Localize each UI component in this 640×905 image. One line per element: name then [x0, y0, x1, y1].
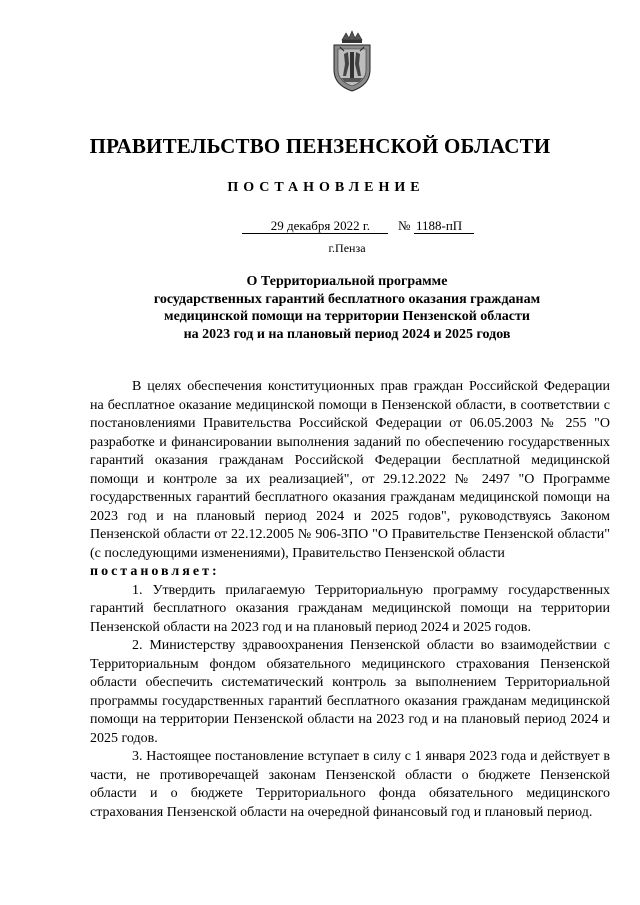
document-type: ПОСТАНОВЛЕНИЕ — [227, 180, 425, 195]
document-body — [90, 378, 610, 822]
number-label: № — [398, 218, 411, 233]
item-paragraph: 1. Утвердить прилагаемую Территориальную программу государственных гарантий бесплатного оказания гражданам медицинской помощи на территории Пензенской области на 2023 год и на плановый период 2024 и 2025 годов. — [90, 582, 610, 635]
heading-line: государственных гарантий бесплатного оказания гражданам — [153, 291, 541, 307]
heading-line: на 2023 год и на плановый период 2024 и 2025 годов — [183, 326, 511, 342]
decree-word: постановляет: — [90, 564, 220, 579]
preamble-paragraph: В целях обеспечения конституционных прав граждан Российской Федерации на бесплатное оказание медицинской помощи в Пензенской области, в соответствии с постановлениями Правительства Российской Федерации от 06.05.2003 № 255 "О разработке и финансировании выполнения заданий по обеспечению государственных гарантий оказания гражданам Российской Федерации бесплатной медицинской помощи и контроле за их реализацией", от 29.12.2022 № 2497 "О Программе государственных гарантий бесплатного оказания гражданам медицинской помощи на 2023 год и на плановый период 2024 и 2025 годов", руководствуясь Законом Пензенской области от 22.12.2005 № 906-ЗПО "О Правительстве Пензенской области" (с последующими изменениями), Правительство Пензенской области — [90, 379, 610, 561]
item-paragraph: 3. Настоящее постановление вступает в силу с 1 января 2023 года и действует в части, не противоречащей законам Пензенской области о бюджете Пензенской области и о бюджете Территориального фонда обязательного медицинского страхования Пензенской области на очередной финансовый год и плановый период. — [90, 749, 610, 820]
organization-title: ПРАВИТЕЛЬСТВО ПЕНЗЕНСКОЙ ОБЛАСТИ — [89, 134, 551, 158]
coat-of-arms-emblem — [329, 30, 375, 92]
document-date: 29 декабря 2022 г. — [242, 218, 388, 234]
date-number-line — [0, 218, 640, 236]
heading-line: О Территориальной программе — [246, 274, 448, 289]
heading-line: медицинской помощи на территории Пензенской области — [164, 309, 530, 324]
item-paragraph: 2. Министерству здравоохранения Пензенской области во взаимодействии с Территориальным фондом обязательного медицинского страхования Пензенской области обеспечить систематический контроль за выполнением Территориальной программы государственных гарантий бесплатного оказания гражданам медицинской помощи на территории Пензенской области на 2023 год и на плановый период 2024 и 2025 годов. — [90, 638, 610, 746]
document-number: 1188-пП — [414, 218, 474, 234]
city-name: г.Пенза — [328, 241, 366, 255]
document-heading — [0, 273, 640, 343]
